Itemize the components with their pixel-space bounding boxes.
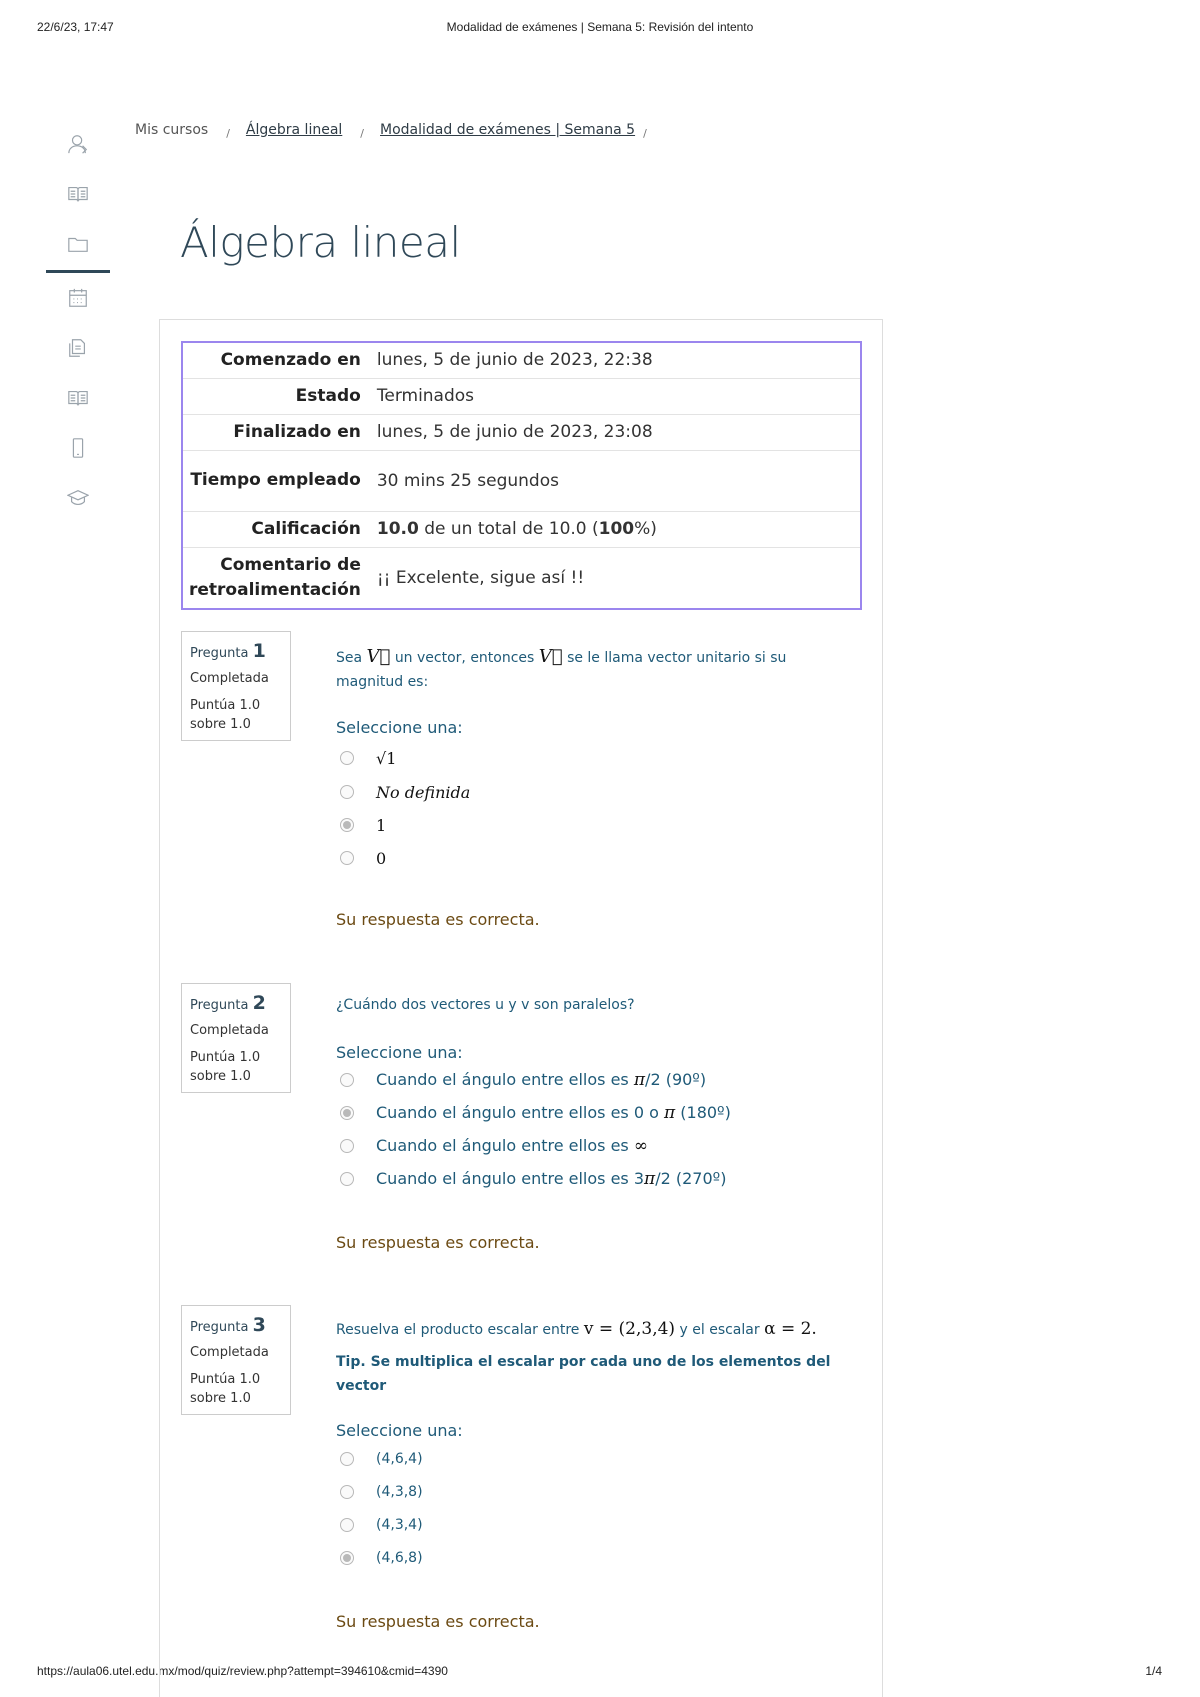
summary-label: Comentario de retroalimentación: [189, 554, 361, 600]
answer-label: [376, 1070, 706, 1090]
radio-button[interactable]: [340, 785, 354, 799]
book-icon[interactable]: [66, 182, 90, 206]
answer-text: (180º): [675, 1103, 731, 1122]
answer-option[interactable]: [340, 846, 386, 870]
answer-text: Cuando el ángulo entre ellos es: [376, 1070, 634, 1089]
vector-symbol: V⃗: [538, 646, 563, 667]
page-title: Álgebra lineal: [180, 218, 461, 267]
print-page-number: 1/4: [1145, 1664, 1162, 1678]
print-url: https://aula06.utel.edu.mx/mod/quiz/review.php?attempt=394610&cmid=4390: [37, 1664, 448, 1678]
answer-option[interactable]: [340, 780, 470, 804]
select-one-prompt: Seleccione una:: [336, 1421, 463, 1440]
radio-button[interactable]: [340, 1139, 354, 1153]
breadcrumb-my-courses[interactable]: Mis cursos: [135, 122, 209, 138]
summary-value: Terminados: [375, 378, 861, 414]
question-info-2: [181, 983, 291, 1093]
summary-row-grade: [182, 511, 861, 547]
answer-label: (4,6,8): [376, 1550, 423, 1566]
select-one-prompt: Seleccione una:: [336, 1043, 463, 1062]
summary-row-time-taken: [182, 450, 861, 511]
question-state: Completada: [190, 1023, 269, 1038]
summary-row-state: [182, 378, 861, 414]
select-one-prompt: Seleccione una:: [336, 718, 463, 737]
vector-symbol: V⃗: [366, 646, 391, 667]
question-label: Pregunta: [190, 646, 249, 661]
answer-label: (4,3,8): [376, 1484, 423, 1500]
summary-row-feedback: [182, 547, 861, 609]
answer-feedback: Su respuesta es correcta.: [336, 910, 540, 929]
calendar-icon[interactable]: [66, 286, 90, 310]
answer-option[interactable]: [340, 1513, 423, 1537]
radio-button[interactable]: [340, 1518, 354, 1532]
question-text-3: [336, 1317, 856, 1342]
answer-option[interactable]: [340, 1068, 706, 1092]
answer-option[interactable]: [340, 1546, 423, 1570]
answer-option[interactable]: [340, 1167, 726, 1191]
question-text-part: Resuelva el producto escalar entre: [336, 1322, 580, 1338]
radio-button[interactable]: [340, 751, 354, 765]
radio-button[interactable]: [340, 1172, 354, 1186]
answer-option[interactable]: [340, 1134, 648, 1158]
question-info-1: [181, 631, 291, 741]
question-grade: Puntúa 1.0 sobre 1.0: [190, 1372, 261, 1406]
summary-value: lunes, 5 de junio de 2023, 23:08: [375, 414, 861, 450]
answer-label: (4,3,4): [376, 1517, 423, 1533]
print-title: Modalidad de exámenes | Semana 5: Revisión del intento: [446, 20, 754, 34]
scalar-expression: α = 2.: [764, 1319, 817, 1339]
answer-option[interactable]: [340, 1447, 423, 1471]
answer-label: [376, 1169, 726, 1189]
question-number: 1: [252, 640, 266, 662]
breadcrumb-course-link[interactable]: Álgebra lineal: [245, 122, 343, 138]
answer-label: 0: [376, 848, 387, 868]
question-state: Completada: [190, 1345, 269, 1360]
summary-value: ¡¡ Excelente, sigue así !!: [376, 567, 585, 588]
answer-option[interactable]: [340, 1480, 423, 1504]
files-icon[interactable]: [66, 336, 90, 360]
infinity-symbol: ∞: [633, 1136, 649, 1156]
breadcrumb: [135, 122, 663, 138]
question-text-1: [336, 645, 856, 694]
question-text-part: y el escalar: [679, 1322, 760, 1338]
summary-value: [375, 511, 861, 547]
grade-value: 10.0: [376, 519, 419, 539]
user-icon[interactable]: [66, 132, 90, 156]
answer-label: 1: [376, 815, 387, 835]
question-number: 2: [252, 992, 266, 1014]
question-text-part: se le llama vector unitario si su magnitud es:: [336, 650, 787, 690]
answer-text: /2 (270º): [655, 1169, 727, 1188]
book-icon[interactable]: [66, 386, 90, 410]
answer-label: No definida: [376, 782, 471, 802]
question-tip: Tip. Se multiplica el escalar por cada uno de los elementos del vector: [336, 1354, 831, 1394]
mobile-icon[interactable]: [66, 436, 90, 460]
answer-label: √1: [376, 748, 397, 768]
grade-end: %): [634, 519, 657, 539]
print-date: 22/6/23, 17:47: [37, 20, 114, 34]
question-text-2: ¿Cuándo dos vectores u y v son paralelos?: [336, 997, 635, 1013]
answer-option[interactable]: [340, 1101, 731, 1125]
answer-label: [376, 1136, 648, 1156]
question-label: Pregunta: [190, 998, 249, 1013]
summary-value: 30 mins 25 segundos: [375, 450, 861, 511]
summary-label: Calificación: [182, 511, 375, 547]
breadcrumb-separator: /: [226, 126, 230, 140]
grade-mid: de un total de 10.0 (: [418, 519, 599, 539]
radio-button[interactable]: [340, 1073, 354, 1087]
question-info-3: [181, 1305, 291, 1415]
radio-button-selected[interactable]: [340, 1551, 354, 1565]
summary-label: Finalizado en: [182, 414, 375, 450]
graduation-cap-icon[interactable]: [66, 486, 90, 510]
grade-percent: 100: [598, 519, 635, 539]
radio-button-selected[interactable]: [340, 818, 354, 832]
summary-row-started: [182, 342, 861, 378]
question-label: Pregunta: [190, 1320, 249, 1335]
pi-symbol: π: [633, 1070, 646, 1090]
question-state: Completada: [190, 671, 269, 686]
vector-expression: v = (2,3,4): [583, 1319, 676, 1339]
summary-row-finished: [182, 414, 861, 450]
summary-label: Estado: [182, 378, 375, 414]
answer-label: (4,6,4): [376, 1451, 423, 1467]
answer-text: Cuando el ángulo entre ellos es 3: [376, 1169, 645, 1188]
breadcrumb-quiz-link[interactable]: Modalidad de exámenes | Semana 5: [380, 122, 636, 138]
radio-button[interactable]: [340, 1452, 354, 1466]
answer-feedback: Su respuesta es correcta.: [336, 1233, 540, 1252]
answer-label: [376, 1103, 731, 1123]
sidebar-active-indicator: [46, 270, 110, 273]
radio-button[interactable]: [340, 1485, 354, 1499]
attempt-summary-table: [181, 341, 862, 610]
question-text-part: un vector, entonces: [394, 650, 535, 666]
pi-symbol: π: [644, 1169, 656, 1189]
pi-symbol: π: [664, 1103, 676, 1123]
answer-text: Cuando el ángulo entre ellos es: [376, 1136, 634, 1155]
summary-value: lunes, 5 de junio de 2023, 22:38: [375, 342, 861, 378]
summary-label: Tiempo empleado: [182, 450, 375, 511]
breadcrumb-separator: /: [643, 126, 647, 140]
radio-button-selected[interactable]: [340, 1106, 354, 1120]
answer-feedback: Su respuesta es correcta.: [336, 1612, 540, 1631]
radio-button[interactable]: [340, 851, 354, 865]
answer-text: /2 (90º): [645, 1070, 707, 1089]
answer-option[interactable]: [340, 813, 386, 837]
question-grade: Puntúa 1.0 sobre 1.0: [190, 1050, 261, 1084]
question-number: 3: [252, 1314, 266, 1336]
answer-text: Cuando el ángulo entre ellos es 0 o: [376, 1103, 664, 1122]
question-text-part: Sea: [336, 650, 363, 666]
question-grade: Puntúa 1.0 sobre 1.0: [190, 698, 261, 732]
breadcrumb-separator: /: [360, 126, 365, 140]
answer-option[interactable]: [340, 746, 396, 770]
folder-icon[interactable]: [66, 232, 90, 256]
summary-label: Comenzado en: [182, 342, 375, 378]
